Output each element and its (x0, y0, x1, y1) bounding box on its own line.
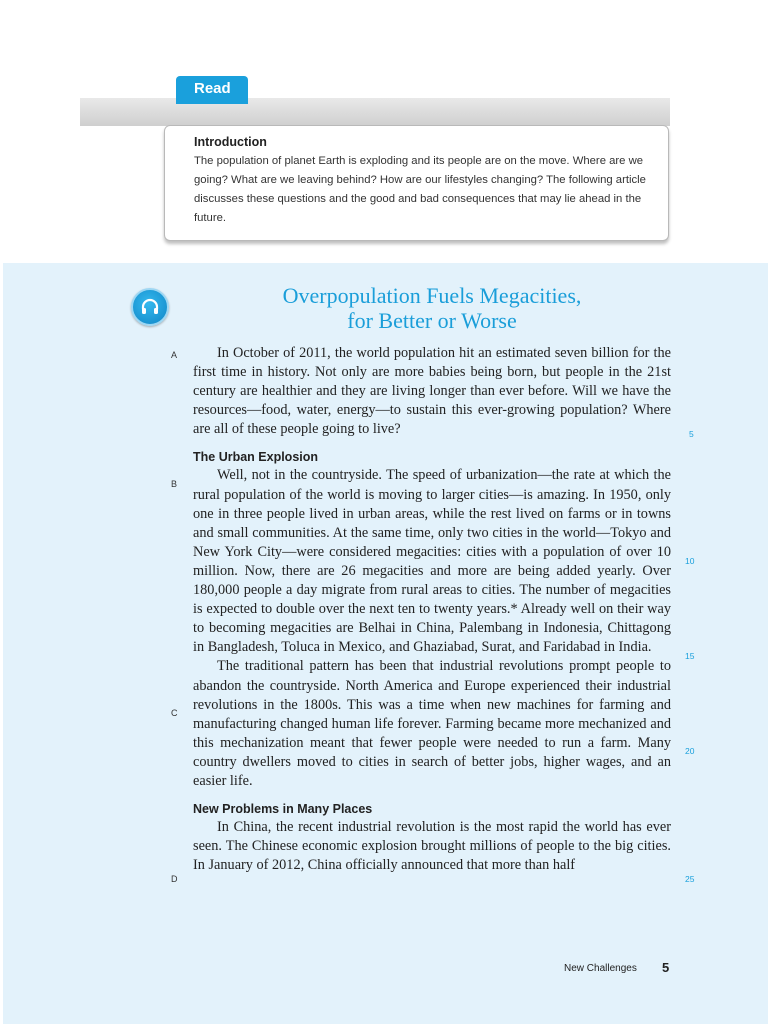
line-number-15: 15 (685, 651, 695, 661)
paragraph-label-d: D (171, 874, 178, 884)
article-title (190, 283, 674, 333)
line-number-20: 20 (685, 746, 695, 756)
line-number-25: 25 (685, 874, 695, 884)
introduction-text: The population of planet Earth is exploding and its people are on the move. Where are we going? What are we leaving behind? How are our lifestyles changing? The following article discusses these questions and the good and bad consequences that may lie ahead in the future. (194, 155, 646, 224)
paragraph-d: In China, the recent industrial revolution is the most rapid the world has ever seen. The Chinese economic explosion brought millions of people to the big cities. In January of 2012, China officially announced that more than half (193, 819, 671, 874)
paragraph-label-a: A (171, 350, 178, 360)
audio-button[interactable] (131, 288, 169, 326)
title-line-1: Overpopulation Fuels Megacities, (282, 283, 582, 308)
footer-title: New Challenges (564, 963, 637, 974)
subheading-urban-explosion: The Urban Explosion (193, 450, 319, 465)
paragraph-b: Well, not in the countryside. The speed of urbanization—the rate at which the rural population of the world is moving to larger cities—is amazing. In 1950, only one in three people lived in urban areas, while the rest lived on farms or in towns and small communities. At the same time, only two cities in the world—Tokyo and New York City—were considered megacities: cities with a population of over 10 million. Now, there are 26 megacities and more are being added yearly. Over 180,000 people a day migrate from rural areas to cities. The number of megacities is expected to double over the next ten to twenty years.* Already well on their way to becoming megacities are Belhai in China, Palembang in Indonesia, Chittagong in Bangladesh, Toluca in Mexico, and Ghaziabad, Surat, and Faridabad in India. (193, 467, 671, 656)
read-tab[interactable]: Read (176, 76, 248, 104)
page-number: 5 (662, 960, 670, 975)
paragraph-label-b: B (171, 479, 178, 489)
header-band (80, 98, 670, 126)
article-body (193, 344, 671, 875)
headphones-icon (140, 297, 160, 317)
title-line-2: for Better or Worse (347, 308, 517, 333)
introduction-heading: Introduction (194, 135, 267, 149)
paragraph-a: In October of 2011, the world population hit an estimated seven billion for the first time in history. Not only are more babies being born, but people in the 21st century are healthier and they are living longer than ever before. Will we have the resources—food, water, energy—to sustain this ever-growing population? Where are all of these people going to live? (193, 345, 671, 438)
introduction-box (164, 125, 669, 241)
line-number-10: 10 (685, 556, 695, 566)
line-number-5: 5 (689, 429, 694, 439)
paragraph-c: The traditional pattern has been that industrial revolutions prompt people to abandon the countryside. North America and Europe experienced their industrial revolutions in the 1800s. This was a time when new machines for farming and manufacturing changed human life forever. Farming became more mechanized and this mechanization meant that fewer people were needed to run a farm. Many country dwellers moved to cities in search of better jobs, higher wages, and an easier life. (193, 658, 671, 789)
subheading-new-problems: New Problems in Many Places (193, 802, 373, 817)
paragraph-label-c: C (171, 708, 178, 718)
